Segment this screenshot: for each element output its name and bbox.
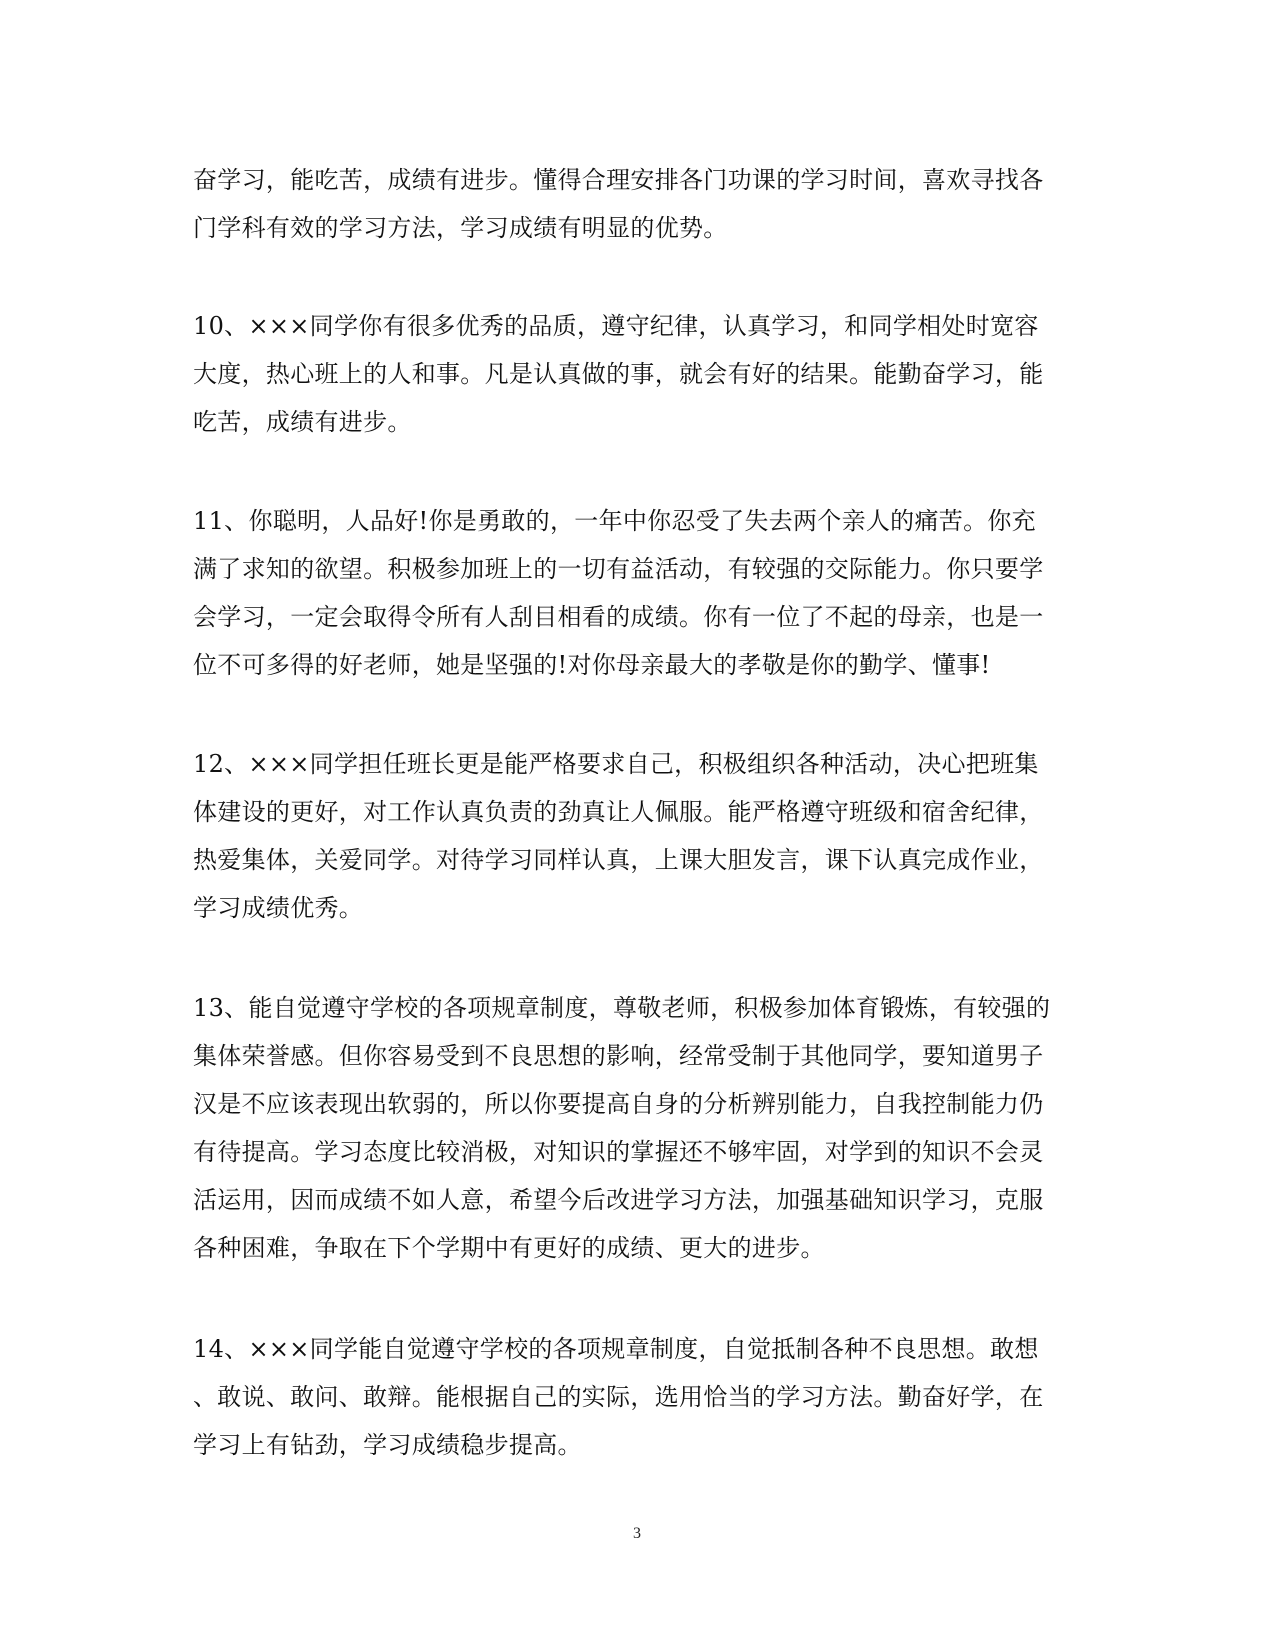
paragraph-line: 、敢说、敢问、敢辩。能根据自己的实际，选用恰当的学习方法。勤奋好学，在 [193,1383,1044,1411]
paragraph-item-13 [193,984,1073,1272]
paragraph-line: 会学习，一定会取得令所有人刮目相看的成绩。你有一位了不起的母亲，也是一 [193,603,1044,631]
paragraph-line: 奋学习，能吃苦，成绩有进步。懂得合理安排各门功课的学习时间，喜欢寻找各 [193,166,1044,194]
paragraph-item-10 [193,302,1073,446]
paragraph-line: 学习上有钻劲，学习成绩稳步提高。 [193,1431,582,1459]
paragraph-line: 门学科有效的学习方法，学习成绩有明显的优势。 [193,214,728,242]
paragraph-line: 满了求知的欲望。积极参加班上的一切有益活动，有较强的交际能力。你只要学 [193,555,1044,583]
paragraph-line: 13、能自觉遵守学校的各项规章制度，尊敬老师，积极参加体育锻炼，有较强的 [193,994,1051,1022]
paragraph-line: 活运用，因而成绩不如人意，希望今后改进学习方法，加强基础知识学习，克服 [193,1186,1044,1214]
paragraph-line: 吃苦，成绩有进步。 [193,408,412,436]
paragraph-line: 集体荣誉感。但你容易受到不良思想的影响，经常受制于其他同学，要知道男子 [193,1042,1044,1070]
paragraph-line: 位不可多得的好老师，她是坚强的!对你母亲最大的孝敬是你的勤学、懂事! [193,651,991,679]
paragraph-line: 热爱集体，关爱同学。对待学习同样认真，上课大胆发言，课下认真完成作业， [193,846,1044,874]
paragraph-item-14 [193,1325,1073,1469]
paragraph-line: 学习成绩优秀。 [193,894,364,922]
paragraph-line: 有待提高。学习态度比较消极，对知识的掌握还不够牢固，对学到的知识不会灵 [193,1138,1044,1166]
paragraph-line: 11、你聪明，人品好!你是勇敢的，一年中你忍受了失去两个亲人的痛苦。你充 [193,507,1036,535]
paragraph-line: 各种困难，争取在下个学期中有更好的成绩、更大的进步。 [193,1234,825,1262]
paragraph-line: 体建设的更好，对工作认真负责的劲真让人佩服。能严格遵守班级和宿舍纪律， [193,798,1044,826]
paragraph-line: 大度，热心班上的人和事。凡是认真做的事，就会有好的结果。能勤奋学习，能 [193,360,1044,388]
page-number: 3 [633,1525,641,1542]
paragraph-item-11 [193,497,1073,689]
paragraph-line: 汉是不应该表现出软弱的，所以你要提高自身的分析辨别能力，自我控制能力仍 [193,1090,1044,1118]
paragraph-line: 12、×××同学担任班长更是能严格要求自己，积极组织各种活动，决心把班集 [193,750,1039,778]
paragraph-line: 10、×××同学你有很多优秀的品质，遵守纪律，认真学习，和同学相处时宽容 [193,312,1039,340]
paragraph-line: 14、×××同学能自觉遵守学校的各项规章制度，自觉抵制各种不良思想。敢想 [193,1335,1039,1363]
paragraph-continued [193,156,1073,252]
paragraph-item-12 [193,740,1073,932]
